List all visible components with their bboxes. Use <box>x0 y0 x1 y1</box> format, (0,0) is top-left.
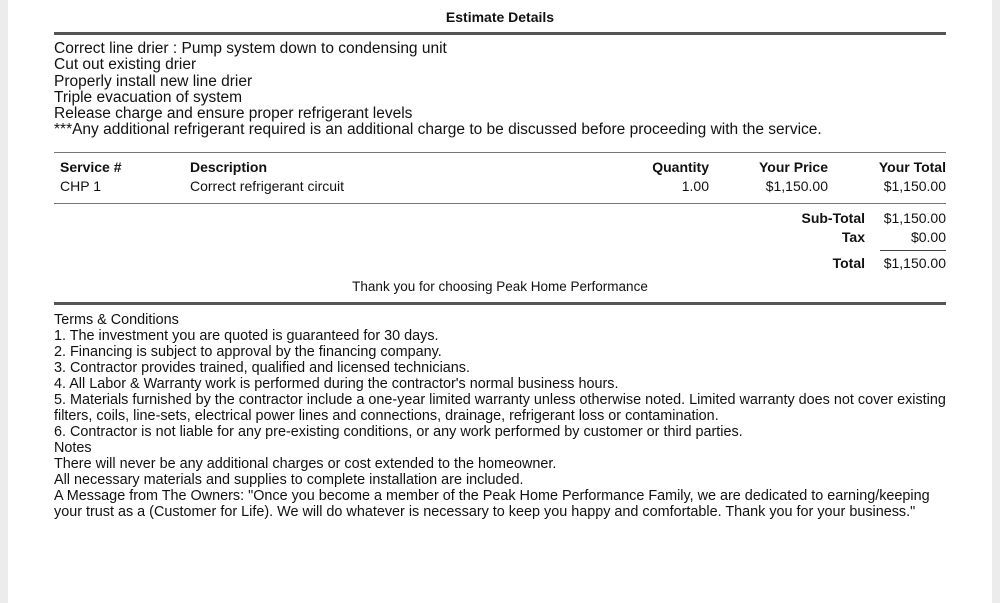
scope-of-work <box>54 41 954 139</box>
subtotal-label: Sub-Total <box>801 210 865 226</box>
col-header-description: Description <box>190 159 268 175</box>
scope-line: Properly install new line drier <box>54 72 253 90</box>
terms-divider <box>54 302 946 305</box>
estimate-page <box>8 0 992 603</box>
total-divider <box>880 250 946 251</box>
row-total: $1,150.00 <box>883 178 946 194</box>
tax-label: Tax <box>841 229 865 245</box>
scope-line: Triple evacuation of system <box>54 88 243 106</box>
table-top-divider <box>54 152 946 153</box>
col-header-price: Your Price <box>759 159 828 175</box>
note-item: A Message from The Owners: "Once you become a member of the Peak Home Performance Family, we are dedicated to earning/keeping your trust as a (Customer for Life). We will do whatever is necessary to keep you happy and comfortable. Thank you for your business." <box>54 488 930 520</box>
scope-line: Cut out existing drier <box>54 56 197 74</box>
terms-section <box>54 312 949 520</box>
note-item: There will never be any additional charges or cost extended to the homeowner. <box>54 456 557 472</box>
title-divider <box>54 32 946 35</box>
terms-item: 4. All Labor & Warranty work is performed during the contractor's normal business hours. <box>54 376 619 392</box>
notes-heading: Notes <box>54 440 92 456</box>
col-header-total: Your Total <box>878 159 946 175</box>
scope-line: Correct line drier : Pump system down to condensing unit <box>54 40 447 57</box>
row-quantity: 1.00 <box>681 178 709 194</box>
total-value: $1,150.00 <box>883 255 946 271</box>
terms-item: 2. Financing is subject to approval by the financing company. <box>54 344 442 360</box>
terms-heading: Terms & Conditions <box>54 312 179 328</box>
terms-item: 5. Materials furnished by the contractor include a one-year limited warranty unless otherwise noted. Limited warranty does not cover existing filters, coils, line-sets, electrical power lines and connections, drainage, refrigerant loss or contamination. <box>54 392 946 424</box>
row-description: Correct refrigerant circuit <box>190 178 345 194</box>
thank-you-message: Thank you for choosing Peak Home Performance <box>352 279 648 294</box>
row-price: $1,150.00 <box>765 178 828 194</box>
col-header-quantity: Quantity <box>652 159 709 175</box>
table-bottom-divider <box>54 203 946 204</box>
terms-item: 6. Contractor is not liable for any pre-existing conditions, or any work performed by customer or third parties. <box>54 424 743 440</box>
total-label: Total <box>832 255 865 271</box>
scope-line: ***Any additional refrigerant required is an additional charge to be discussed before proceeding with the service. <box>54 121 822 139</box>
page-title: Estimate Details <box>445 9 555 25</box>
note-item: All necessary materials and supplies to complete installation are included. <box>54 472 524 488</box>
subtotal-value: $1,150.00 <box>883 210 946 226</box>
terms-item: 3. Contractor provides trained, qualified and licensed technicians. <box>54 360 470 376</box>
tax-value: $0.00 <box>910 229 946 245</box>
row-service: CHP 1 <box>60 178 101 194</box>
scope-line: Release charge and ensure proper refrigerant levels <box>54 105 413 123</box>
terms-item: 1. The investment you are quoted is guaranteed for 30 days. <box>54 328 439 344</box>
col-header-service: Service # <box>60 159 122 175</box>
